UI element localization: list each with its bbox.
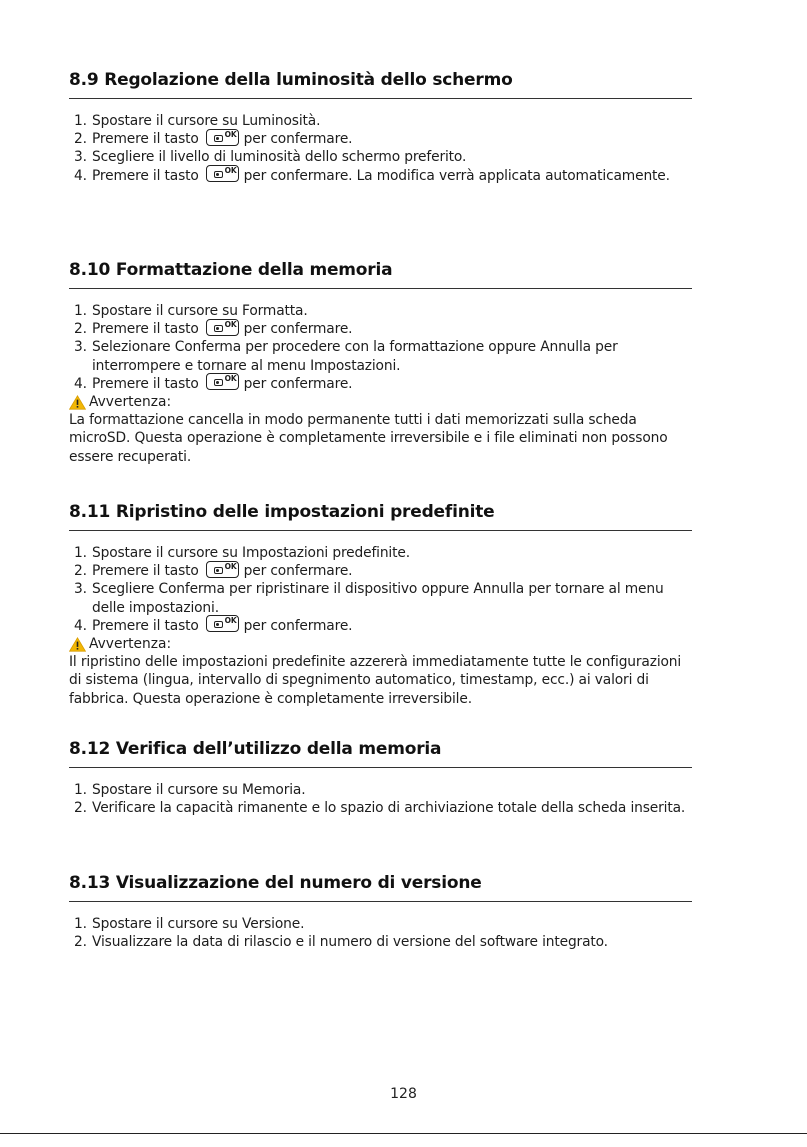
step-text: Spostare il cursore su Versione. xyxy=(92,916,305,932)
list-item xyxy=(69,302,692,320)
step-text: per confermare. xyxy=(243,375,353,392)
divider xyxy=(69,288,692,289)
camera-icon xyxy=(214,379,223,386)
step-text: Premere il tasto xyxy=(92,321,199,338)
section-8-10 xyxy=(69,259,692,466)
ok-key-icon xyxy=(206,319,239,336)
list-item xyxy=(69,915,692,933)
step-text: Verificare la capacità rimanente e lo spazio di archiviazione totale della scheda inserita. xyxy=(92,800,686,817)
steps-list xyxy=(69,302,692,393)
step-text: Spostare il cursore su Impostazioni predefinite. xyxy=(92,545,410,561)
list-item xyxy=(69,580,692,616)
section-title: 8.10 Formattazione della memoria xyxy=(69,260,393,280)
section-title: 8.13 Visualizzazione del numero di versione xyxy=(69,873,482,893)
step-text: Premere il tasto xyxy=(92,563,199,580)
list-item xyxy=(69,320,692,338)
list-item xyxy=(69,562,692,580)
list-item xyxy=(69,933,692,951)
divider xyxy=(69,767,692,768)
step-number: 2. xyxy=(74,800,87,817)
ok-label: OK xyxy=(224,616,237,626)
step-text: per confermare. xyxy=(243,131,353,148)
section-8-9 xyxy=(69,69,692,185)
list-item xyxy=(69,617,692,635)
section-title: 8.9 Regolazione della luminosità dello schermo xyxy=(69,70,513,90)
page-number: 128 xyxy=(390,1086,417,1102)
warning-label: Avvertenza: xyxy=(89,394,172,411)
camera-icon xyxy=(214,135,223,142)
step-number: 4. xyxy=(74,375,87,392)
step-text: Scegliere Conferma per ripristinare il dispositivo oppure Annulla per tornare al menu delle impostazioni. xyxy=(92,581,664,616)
list-item xyxy=(69,338,692,374)
step-number: 3. xyxy=(74,339,87,356)
section-8-11 xyxy=(69,501,692,708)
camera-icon xyxy=(214,325,223,332)
step-text: per confermare. xyxy=(243,321,353,338)
steps-list xyxy=(69,112,692,185)
section-8-13 xyxy=(69,872,692,951)
ok-label: OK xyxy=(224,129,237,139)
warning-heading xyxy=(69,635,692,653)
ok-label: OK xyxy=(224,561,237,571)
divider xyxy=(69,98,692,99)
warning-triangle-icon xyxy=(69,395,86,410)
ok-label: OK xyxy=(224,374,237,384)
camera-icon xyxy=(214,621,223,628)
warning-heading xyxy=(69,393,692,411)
step-number: 4. xyxy=(74,617,87,634)
list-item xyxy=(69,375,692,393)
step-number: 1. xyxy=(74,113,87,129)
section-title: 8.11 Ripristino delle impostazioni predefinite xyxy=(69,502,495,522)
step-text: Premere il tasto xyxy=(92,131,199,148)
list-item xyxy=(69,112,692,130)
list-item xyxy=(69,167,692,185)
step-text: Selezionare Conferma per procedere con la formattazione oppure Annulla per interrompere e tornare al menu Impostazioni. xyxy=(92,339,618,374)
ok-key-icon xyxy=(206,129,239,146)
list-item xyxy=(69,544,692,562)
step-number: 1. xyxy=(74,782,87,798)
step-text: Spostare il cursore su Memoria. xyxy=(92,782,306,798)
section-8-12 xyxy=(69,738,692,817)
footer-divider xyxy=(0,1133,807,1134)
step-text: per confermare. xyxy=(243,617,353,634)
step-number: 3. xyxy=(74,581,87,598)
steps-list xyxy=(69,544,692,635)
step-text: Spostare il cursore su Formatta. xyxy=(92,303,308,319)
step-text: per confermare. xyxy=(243,563,353,580)
step-number: 4. xyxy=(74,167,87,184)
divider xyxy=(69,530,692,531)
step-text: Premere il tasto xyxy=(92,375,199,392)
camera-icon xyxy=(214,171,223,178)
section-title: 8.12 Verifica dell’utilizzo della memoria xyxy=(69,739,442,759)
list-item xyxy=(69,130,692,148)
list-item xyxy=(69,781,692,799)
step-number: 1. xyxy=(74,545,87,561)
warning-label: Avvertenza: xyxy=(89,636,172,653)
step-number: 2. xyxy=(74,563,87,580)
ok-key-icon xyxy=(206,165,239,182)
step-text: per confermare. La modifica verrà applicata automaticamente. xyxy=(243,167,670,184)
divider xyxy=(69,901,692,902)
step-number: 1. xyxy=(74,916,87,932)
step-text: Premere il tasto xyxy=(92,167,199,184)
ok-label: OK xyxy=(224,166,237,176)
steps-list xyxy=(69,781,692,817)
ok-key-icon xyxy=(206,373,239,390)
step-number: 2. xyxy=(74,321,87,338)
list-item xyxy=(69,799,692,817)
step-text: Visualizzare la data di rilascio e il numero di versione del software integrato. xyxy=(92,934,608,951)
ok-key-icon xyxy=(206,561,239,578)
step-number: 2. xyxy=(74,934,87,951)
step-text: Spostare il cursore su Luminosità. xyxy=(92,113,321,129)
warning-text: Il ripristino delle impostazioni predefinite azzererà immediatamente tutte le configurazioni di sistema (lingua, intervallo di spegnimento automatico, timestamp, ecc.) ai valori di fabbrica. Questa operazione è completamente irreversibile. xyxy=(69,654,682,707)
warning-triangle-icon xyxy=(69,637,86,652)
warning-text: La formattazione cancella in modo permanente tutti i dati memorizzati sulla scheda microSD. Questa operazione è completamente irreversibile e i file eliminati non possono essere recuperati. xyxy=(69,412,668,465)
step-number: 2. xyxy=(74,131,87,148)
steps-list xyxy=(69,915,692,951)
ok-key-icon xyxy=(206,615,239,632)
step-number: 1. xyxy=(74,303,87,319)
list-item xyxy=(69,148,692,166)
camera-icon xyxy=(214,567,223,574)
step-text: Scegliere il livello di luminosità dello schermo preferito. xyxy=(92,149,467,166)
step-text: Premere il tasto xyxy=(92,617,199,634)
ok-label: OK xyxy=(224,319,237,329)
step-number: 3. xyxy=(74,149,87,166)
